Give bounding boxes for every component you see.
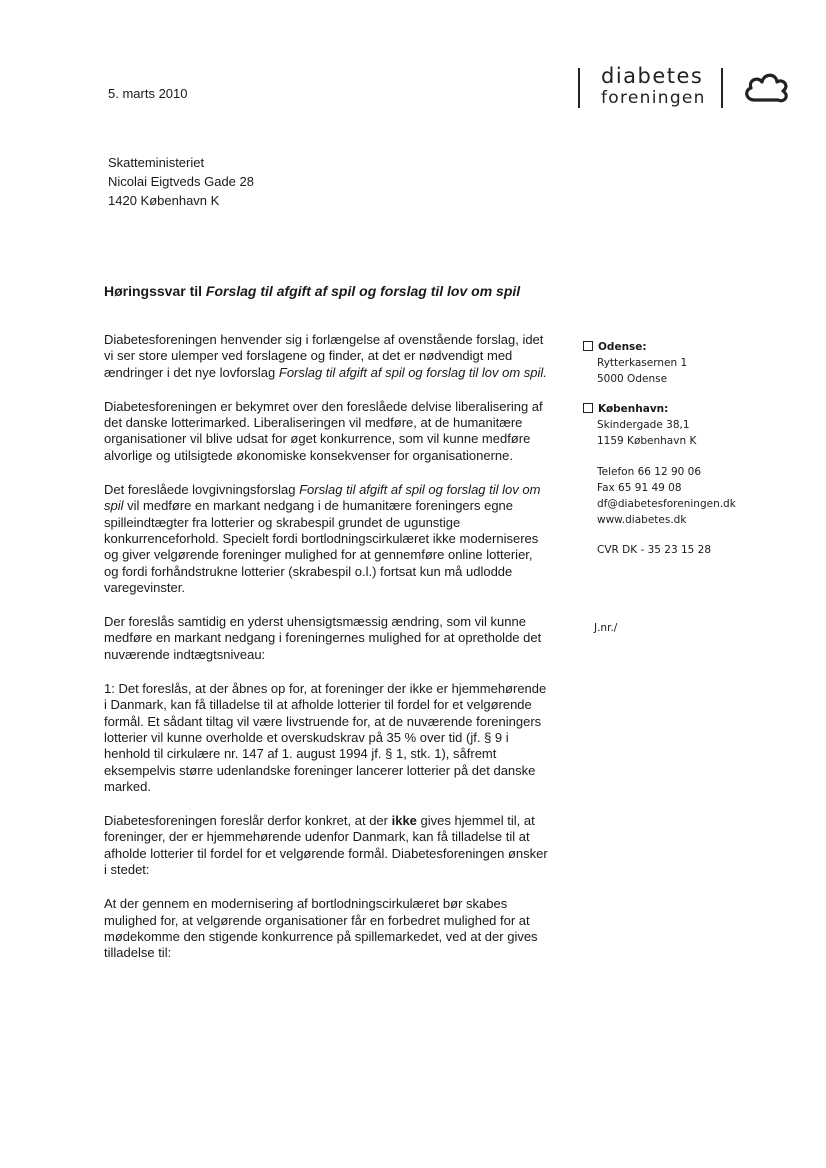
p6-bold: ikke <box>391 813 417 829</box>
contact-email: df@diabetesforeningen.dk <box>597 498 736 510</box>
cvr-number: CVR DK - 35 23 15 28 <box>597 544 712 556</box>
office-odense <box>583 339 687 387</box>
body-paragraph-3 <box>104 482 550 596</box>
body-paragraph-7: At der gennem en modernisering af bortlodningscirkulæret bør skabes mulighed for, at velgørende organisationer får en forbedret mulighed for at mødekomme den stigende konkurrence på spillemarkedet, ved at der gives tilladelse til: <box>104 896 538 961</box>
contact-phone: Telefon 66 12 90 06 <box>597 466 702 478</box>
organization-logo <box>578 62 818 110</box>
body-paragraph-5: 1: Det foreslås, at der åbnes op for, at foreninger der ikke er hjemmehørende i Danmark, kan få tilladelse til at afholde lotterier til fordel for et velgørende formål. Et sådant tiltag vil være livstruende for, at de nuværende foreningers lotterier vil kunne overholde et overskudskrav på 35 % over tid (jf. § 9 i henhold til cirkulære nr. 147 af 1. august 1994 jf. § 1, stk. 1), såfremt eksempelvis større udenlandske foreninger lancerer lotterier på det danske marked. <box>104 681 547 794</box>
office-kobenhavn <box>583 401 696 449</box>
p3-text-b: vil medføre en markant nedgang i de humanitære foreningers egne spilleindtægter fra lotterier og skrabespil grundet de ugunstige konkurrenceforhold. Specielt fordi bortlodningscirkulæret ikke moderniseres og giver velgørende foreninger mulighed for at gennemføre online lotterier, og fordi forhåndstrukne lotterier (skrabespil o.l.) fortsat kun må udlodde varegevinster. <box>104 498 539 595</box>
letter-heading <box>104 282 554 300</box>
letter-body <box>104 332 550 980</box>
p6-text-b: gives hjemmel til, at foreninger, der er hjemmehørende udenfor Danmark, kan få tilladelse til at afholde lotterier til fordel for et velgørende formål. Diabetesforeningen ønsker i stedet: <box>104 813 548 878</box>
heading-prefix: Høringssvar til <box>104 283 206 299</box>
kobenhavn-street: Skindergade 38,1 <box>597 419 690 431</box>
kobenhavn-city: 1159 København K <box>597 435 697 447</box>
body-paragraph-1 <box>104 332 550 381</box>
contact-website: www.diabetes.dk <box>597 514 687 526</box>
checkbox-icon <box>583 341 593 351</box>
odense-street: Rytterkasernen 1 <box>597 357 688 369</box>
logo-word-foreningen: foreningen <box>601 88 706 108</box>
heading-title: Forslag til afgift af spil og forslag til lov om spil <box>205 283 521 299</box>
p1-text: Diabetesforeningen henvender sig i forlængelse af ovenstående forslag, idet vi ser store ulemper ved forslagene og finder, at det er nødvendigt med ændringer i det nye lovforslag <box>104 332 544 380</box>
body-paragraph-6 <box>104 813 550 878</box>
cloud-trefoil-icon <box>742 70 790 106</box>
checkbox-icon <box>583 403 593 413</box>
p3-title: Forslag til afgift af spil og forslag til lov om spil <box>104 482 541 514</box>
contact-fax: Fax 65 91 49 08 <box>597 482 682 494</box>
body-paragraph-4: Der foreslås samtidig en yderst uhensigtsmæssig ændring, som vil kunne medføre en markant nedgang i foreningernes mulighed for at opretholde det nuværende indtægtsniveau: <box>104 614 542 662</box>
body-paragraph-2: Diabetesforeningen er bekymret over den foreslåede delvise liberalisering af det danske lotterimarked. Liberaliseringen vil medføre, at de humanitære organisationer vil blive udsat for øget konkurrence, som vil kunne medføre alvorlige og utilsigtede økonomiske konsekvenser for organisationerne. <box>104 398 543 463</box>
letter-date: 5. marts 2010 <box>108 86 188 101</box>
p3-text-a: Det foreslåede lovgivningsforslag <box>104 482 300 498</box>
contact-info <box>597 464 736 528</box>
logo-divider-left <box>578 68 580 108</box>
recipient-name: Skatteministeriet <box>108 155 205 170</box>
recipient-address <box>108 153 254 210</box>
journal-number: J.nr./ <box>594 622 618 634</box>
p1-title: Forslag til afgift af spil og forslag til lov om spil. <box>278 364 547 380</box>
p6-text-a: Diabetesforeningen foreslår derfor konkret, at der <box>104 813 392 829</box>
logo-word-diabetes: diabetes <box>601 64 704 88</box>
odense-heading: Odense: <box>598 341 647 353</box>
recipient-street: Nicolai Eigtveds Gade 28 <box>108 174 254 189</box>
recipient-city: 1420 København K <box>108 193 220 208</box>
logo-divider-right <box>721 68 723 108</box>
odense-city: 5000 Odense <box>597 373 668 385</box>
kobenhavn-heading: København: <box>598 403 669 415</box>
